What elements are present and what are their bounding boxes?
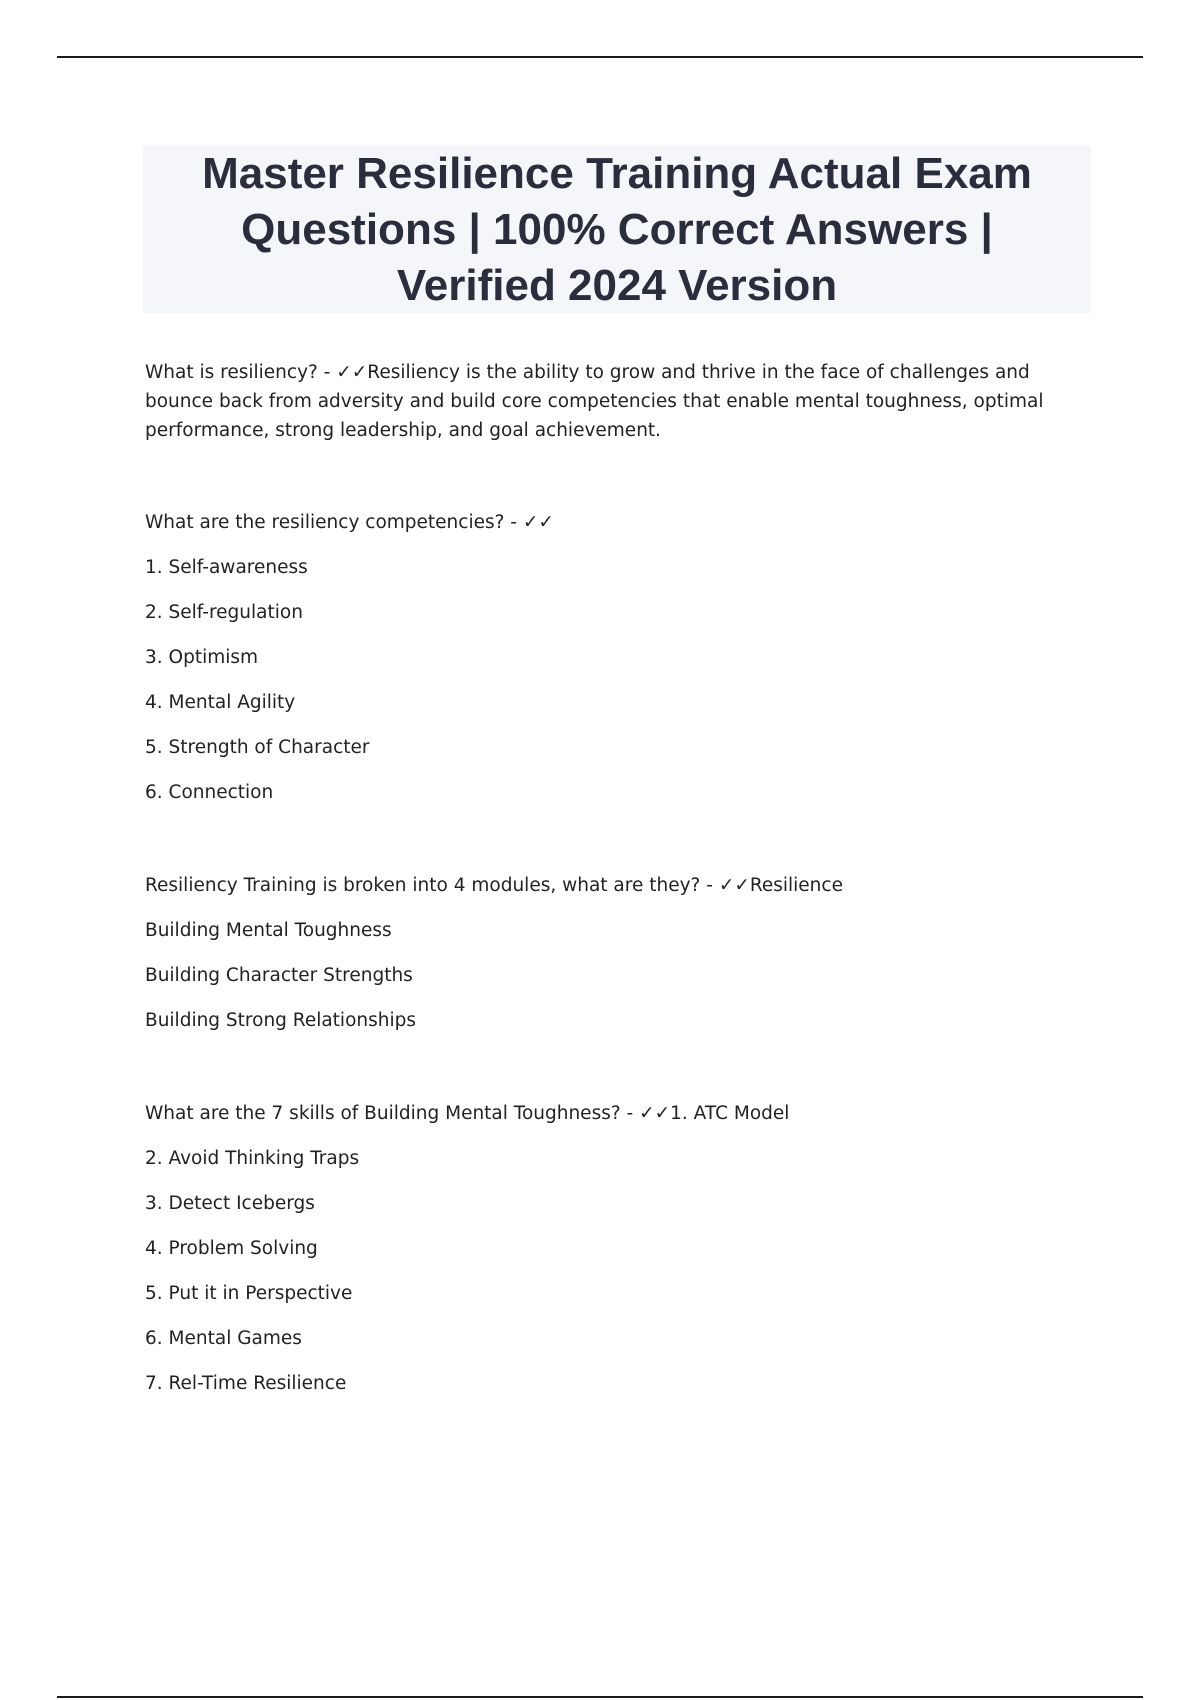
question-text: What is resiliency? - bbox=[145, 362, 337, 383]
qa-section bbox=[145, 358, 1085, 445]
qa-section bbox=[145, 1099, 1085, 1398]
check-mark-icon: ✓✓ bbox=[522, 512, 554, 533]
question-text: What are the 7 skills of Building Mental Toughness? - bbox=[145, 1103, 640, 1124]
answer-text: Resiliency is the ability to grow and thrive in the face of challenges and bounce back from adversity and build core competencies that enable mental toughness, optimal performance, strong leadership, and goal achievement. bbox=[145, 362, 1044, 441]
bottom-rule bbox=[57, 1696, 1143, 1698]
list-item: 4. Mental Agility bbox=[145, 692, 296, 713]
question-line bbox=[145, 508, 1085, 537]
top-rule bbox=[57, 56, 1143, 58]
list-item: Building Strong Relationships bbox=[145, 1010, 416, 1031]
list-item: Building Character Strengths bbox=[145, 965, 413, 986]
list-item: 1. Self-awareness bbox=[145, 557, 308, 578]
page-title: Master Resilience Training Actual Exam Questions | 100% Correct Answers | Verified 2024 Version bbox=[202, 148, 1032, 310]
list-item: 7. Rel-Time Resilience bbox=[145, 1373, 347, 1394]
question-text: What are the resiliency competencies? - bbox=[145, 512, 523, 533]
list-item: 5. Strength of Character bbox=[145, 737, 370, 758]
answer-text: 1. ATC Model bbox=[670, 1103, 790, 1124]
list-item: 2. Self-regulation bbox=[145, 602, 303, 623]
title-banner bbox=[143, 146, 1091, 313]
list-item: 3. Optimism bbox=[145, 647, 259, 668]
question-line bbox=[145, 358, 1085, 445]
check-mark-icon: ✓✓ bbox=[718, 875, 750, 896]
check-mark-icon: ✓✓ bbox=[336, 362, 368, 383]
qa-section bbox=[145, 871, 1085, 1035]
question-line bbox=[145, 1099, 1085, 1128]
check-mark-icon: ✓✓ bbox=[639, 1103, 671, 1124]
qa-section bbox=[145, 508, 1085, 807]
list-item: 5. Put it in Perspective bbox=[145, 1283, 353, 1304]
list-item: Building Mental Toughness bbox=[145, 920, 392, 941]
list-item: 6. Connection bbox=[145, 782, 274, 803]
question-line bbox=[145, 871, 1085, 900]
list-item: 2. Avoid Thinking Traps bbox=[145, 1148, 360, 1169]
question-text: Resiliency Training is broken into 4 modules, what are they? - bbox=[145, 875, 719, 896]
list-item: 3. Detect Icebergs bbox=[145, 1193, 315, 1214]
list-item: 4. Problem Solving bbox=[145, 1238, 318, 1259]
answer-text: Resilience bbox=[749, 875, 843, 896]
list-item: 6. Mental Games bbox=[145, 1328, 302, 1349]
qa-content bbox=[145, 358, 1085, 1398]
